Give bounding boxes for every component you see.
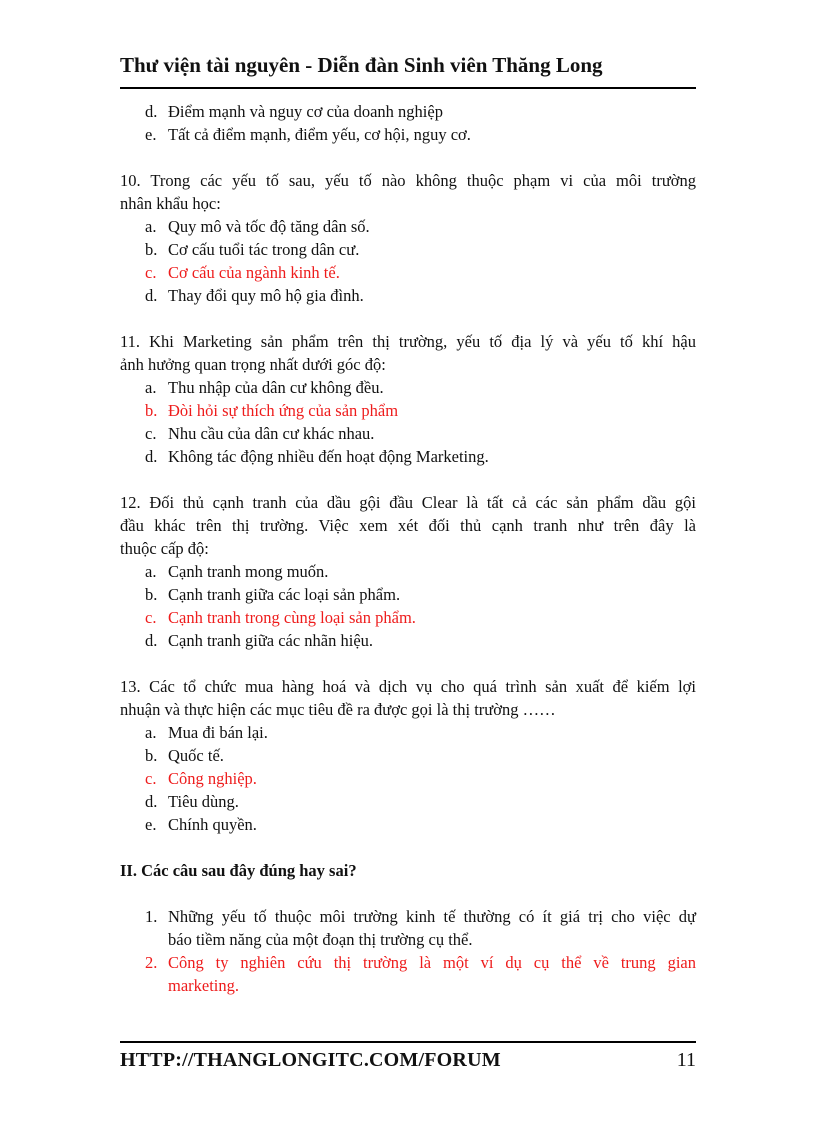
q13-option-b: b. Quốc tế.: [145, 746, 224, 765]
question-12-line-3: thuộc cấp độ:: [120, 539, 209, 558]
true-false-item-1-line-2: báo tiềm năng của một đoạn thị trường cụ thể.: [168, 930, 473, 949]
footer-divider: [120, 1041, 696, 1043]
option-d: d. Điểm mạnh và nguy cơ của doanh nghiệp: [145, 102, 443, 121]
q13-option-a: a. Mua đi bán lại.: [145, 723, 268, 742]
question-11-line-2: ảnh hưởng quan trọng nhất dưới góc độ:: [120, 355, 386, 374]
question-13-line-2: nhuận và thực hiện các mục tiêu đề ra được gọi là thị trường ……: [120, 700, 556, 719]
page-header-title: Thư viện tài nguyên - Diễn đàn Sinh viên Thăng Long: [120, 53, 603, 77]
true-false-item-1-line-1: 1. Những yếu tố thuộc môi trường kinh tế thường có ít giá trị cho việc dự: [145, 907, 696, 926]
question-11-line-1: 11. Khi Marketing sản phẩm trên thị trường, yếu tố địa lý và yếu tố khí hậu: [120, 332, 696, 351]
q10-option-a: a. Quy mô và tốc độ tăng dân số.: [145, 217, 370, 236]
q10-option-d: d. Thay đổi quy mô hộ gia đình.: [145, 286, 364, 305]
q11-option-d: d. Không tác động nhiều đến hoạt động Marketing.: [145, 447, 489, 466]
q12-option-d: d. Cạnh tranh giữa các nhãn hiệu.: [145, 631, 374, 650]
question-10-line-1: 10. Trong các yếu tố sau, yếu tố nào không thuộc phạm vi của môi trường: [120, 171, 696, 190]
question-12-line-2: đầu khác trên thị trường. Việc xem xét đối thủ cạnh tranh như trên đây là: [120, 516, 696, 535]
header-divider: [120, 87, 696, 89]
page-number: 11: [676, 1049, 696, 1071]
question-12-line-1: 12. Đối thủ cạnh tranh của dầu gội đầu Clear là tất cả các sản phẩm dầu gội: [120, 493, 696, 512]
option-e: e. Tất cả điểm mạnh, điểm yếu, cơ hội, nguy cơ.: [145, 125, 471, 144]
q11-option-b-answer: b. Đòi hỏi sự thích ứng của sản phẩm: [145, 401, 399, 420]
q12-option-b: b. Cạnh tranh giữa các loại sản phẩm.: [145, 585, 401, 604]
q12-option-c-answer: c. Cạnh tranh trong cùng loại sản phẩm.: [145, 608, 416, 627]
question-10-line-2: nhân khẩu học:: [120, 194, 221, 213]
q10-option-c-answer: c. Cơ cấu của ngành kinh tế.: [145, 263, 340, 282]
true-false-item-2-line-2: marketing.: [168, 976, 240, 995]
q10-option-b: b. Cơ cấu tuổi tác trong dân cư.: [145, 240, 360, 259]
q11-option-c: c. Nhu cầu của dân cư khác nhau.: [145, 424, 375, 443]
document-body: [120, 100, 696, 997]
footer-url: HTTP://THANGLONGITC.COM/FORUM: [120, 1049, 501, 1071]
q13-option-e: e. Chính quyền.: [145, 815, 257, 834]
true-false-item-2-line-1: 2. Công ty nghiên cứu thị trường là một ví dụ cụ thể về trung gian: [145, 953, 696, 972]
question-13-line-1: 13. Các tổ chức mua hàng hoá và dịch vụ cho quá trình sản xuất để kiếm lợi: [120, 677, 696, 696]
q11-option-a: a. Thu nhập của dân cư không đều.: [145, 378, 384, 397]
section-2-heading: II. Các câu sau đây đúng hay sai?: [120, 861, 357, 880]
q13-option-c-answer: c. Công nghiệp.: [145, 769, 257, 788]
q12-option-a: a. Cạnh tranh mong muốn.: [145, 562, 329, 581]
q13-option-d: d. Tiêu dùng.: [145, 792, 239, 811]
